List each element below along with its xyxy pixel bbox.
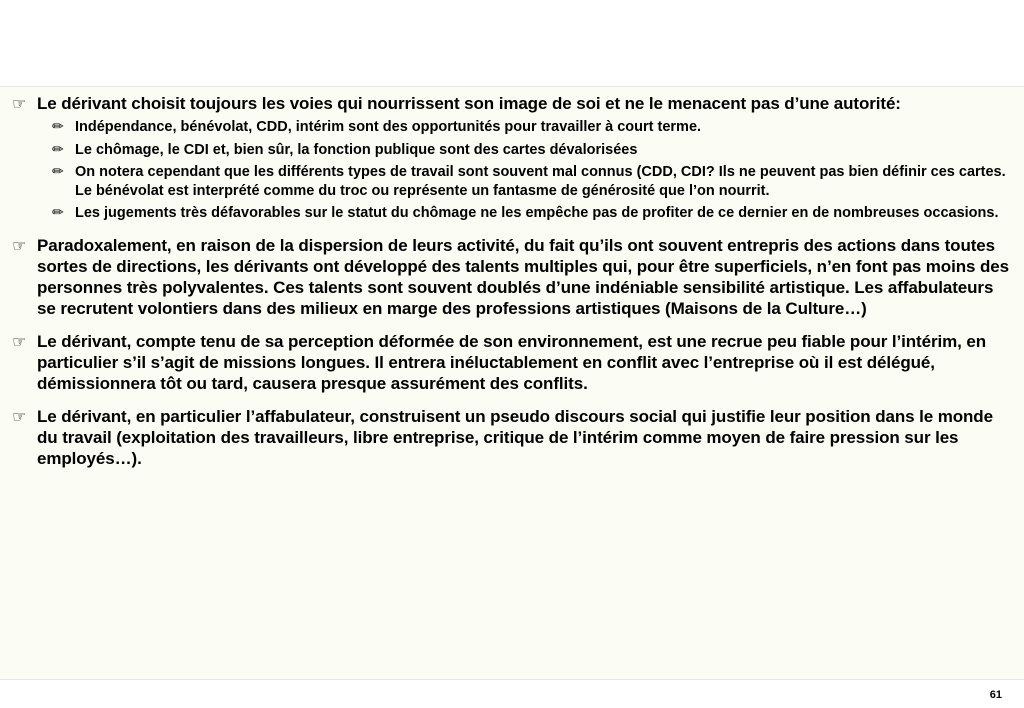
bullet-list [12,93,1016,469]
bullet-item [12,331,1016,394]
pencil-icon: ✏ [52,205,64,221]
sub-bullet-text: On notera cependant que les différents types de travail sont souvent mal connus (CDD, CDI? Ils ne peuvent pas bien définir ces cartes. Le bénévolat est interprété comme du troc ou représente un fantasme de générosité que l’on nourrit. [75,164,1006,199]
pointing-hand-icon: ☞ [12,331,27,351]
pencil-icon: ✏ [52,119,64,135]
sub-bullet-item [52,204,1007,223]
pencil-icon: ✏ [52,141,64,158]
sub-bullet-list [52,118,1007,223]
bullet-text: Le dérivant, en particulier l’affabulateur, construisent un pseudo discours social qui justifie leur position dans le monde du travail (exploitation des travailleurs, libre entreprise, critique de l’intérim comme moyen de faire pression sur les employés…). [37,406,993,468]
pointing-hand-icon: ☞ [12,406,27,426]
bullet-text: Le dérivant, compte tenu de sa perception déformée de son environnement, est une recrue peu fiable pour l’intérim, en particulier s’il s’agit de missions longues. Il entrera inéluctablement en conflit avec l’entreprise où il est délégué, démissionnera tôt ou tard, causera presque assurément des conflits. [37,331,987,393]
bullet-item [12,235,1016,319]
slide-body [0,86,1024,680]
sub-bullet-text: Indépendance, bénévolat, CDD, intérim sont des opportunités pour travailler à court terme. [75,119,702,135]
sub-bullet-text: Le chômage, le CDI et, bien sûr, la fonction publique sont des cartes dévalorisées [75,141,638,158]
bullet-item [12,406,1016,469]
pointing-hand-icon: ☞ [12,235,27,255]
sub-bullet-item [52,141,1007,160]
sub-bullet-item [52,118,1007,137]
bullet-item [12,93,1016,114]
pencil-icon: ✏ [52,164,64,180]
pointing-hand-icon: ☞ [12,94,27,113]
sub-bullet-item [52,163,1007,200]
bullet-text: Le dérivant choisit toujours les voies qui nourrissent son image de soi et ne le menacent pas d’une autorité: [37,94,901,113]
page-number: 61 [989,689,1002,701]
bullet-text: Paradoxalement, en raison de la dispersion de leurs activité, du fait qu’ils ont souvent entrepris des actions dans toutes sortes de directions, les dérivants ont développé des talents multiples qui, pour être superficiels, n’en font pas moins des personnes très polyvalentes. Ces talents sont souvent doublés d’une indéniable sensibilité artistique. Les affabulateurs se recrutent volontiers dans des milieux en marge des professions artistiques (Maisons de la Culture…) [37,235,1009,318]
sub-bullet-text: Les jugements très défavorables sur le statut du chômage ne les empêche pas de profiter de ce dernier en de nombreuses occasions. [75,205,999,221]
